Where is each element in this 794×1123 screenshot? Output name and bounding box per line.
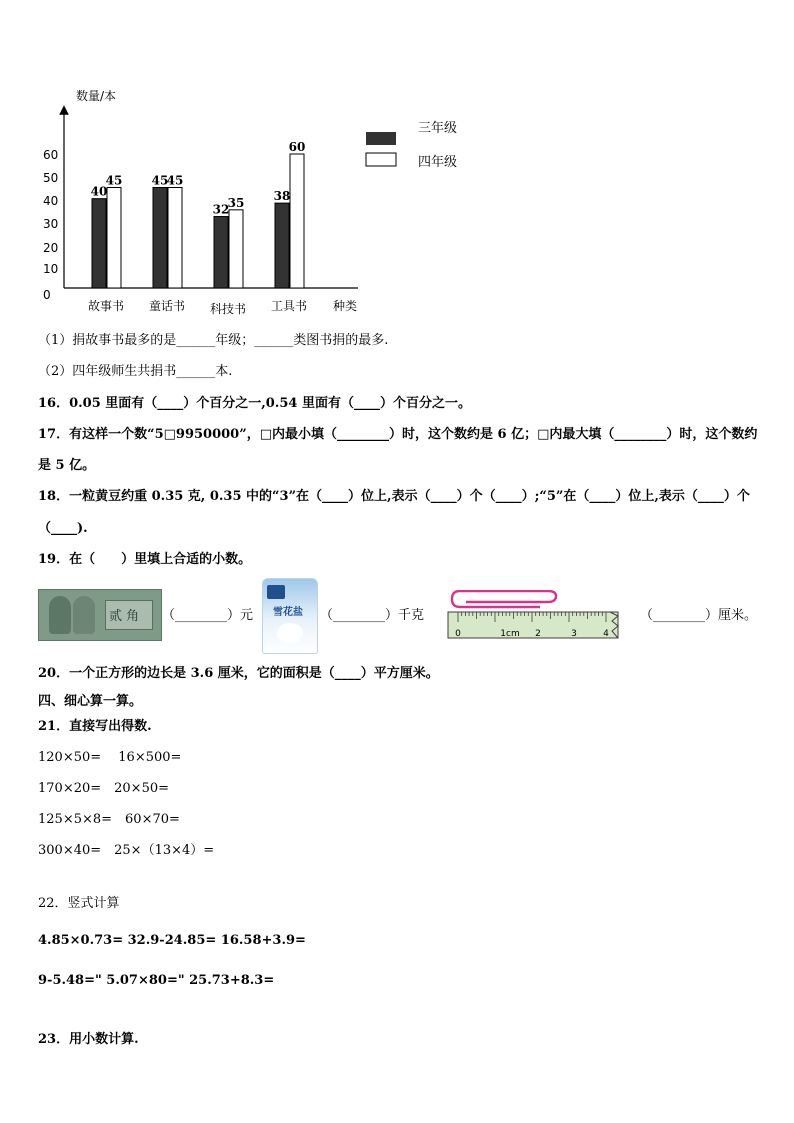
q15-part1: （1）捐故事书最多的是______年级；______类图书捐的最多. — [38, 333, 389, 348]
y-tick-label: 60 — [43, 148, 59, 162]
q17-line2: 是 5 亿。 — [38, 458, 96, 473]
ruler-label-3: 3 — [571, 629, 577, 639]
ruler-label-1: 1cm — [500, 629, 520, 639]
y-tick-label: 0 — [43, 288, 51, 302]
q21-row2: 170×20= 20×50= — [38, 781, 170, 796]
bar-grade3-0 — [92, 199, 106, 288]
q20: 20．一个正方形的边长是 3.6 厘米，它的面积是（____）平方厘米。 — [38, 666, 439, 681]
q18-line1: 18．一粒黄豆约重 0.35 克, 0.35 中的“3”在（____）位上,表示（____）个（____）;“5”在（____）位上,表示（____）个 — [38, 489, 750, 504]
q17-line1: 17．有这样一个数“5□9950000”，□内最小填（________）时，这个数约是 6 亿；□内最大填（________）时，这个数约 — [38, 427, 758, 442]
bar-value-label: 45 — [105, 173, 123, 188]
bar-grade3-1 — [153, 188, 167, 289]
bar-value-label: 38 — [273, 189, 291, 204]
x-category-label: 科技书 — [209, 302, 247, 316]
q22: 22．竖式计算 — [38, 896, 120, 911]
x-category-label: 童话书 — [148, 299, 186, 313]
q19-blank-yuan: （________）元 — [162, 608, 254, 623]
x-axis-label: 种类 — [333, 299, 358, 313]
q21-row1: 120×50= 16×500= — [38, 750, 182, 765]
bar-grade3-3 — [275, 203, 289, 288]
legend-swatch-grade4 — [366, 153, 396, 166]
ruler-label-2: 2 — [535, 629, 541, 639]
bar-grade3-2 — [214, 217, 228, 288]
y-axis-label: 数量/本 — [76, 89, 117, 103]
ruler-body — [448, 612, 618, 638]
book-donation-bar-chart — [0, 0, 794, 330]
bar-value-label: 45 — [166, 173, 184, 188]
section-4-heading: 四、细心算一算。 — [38, 694, 143, 709]
q19-blank-cm: （________）厘米。 — [640, 608, 758, 623]
legend-label-grade4: 四年级 — [418, 155, 458, 170]
y-tick-label: 40 — [43, 194, 59, 208]
q22-row1: 4.85×0.73= 32.9-24.85= 16.58+3.9= — [38, 933, 306, 948]
q21-row4: 300×40= 25×（13×4）= — [38, 843, 215, 858]
banknote-image — [38, 589, 162, 641]
x-category-label: 故事书 — [87, 299, 125, 313]
q22-row2: 9-5.48=" 5.07×80=" 25.73+8.3= — [38, 973, 275, 988]
q21: 21．直接写出得数. — [38, 719, 152, 734]
x-category-label: 工具书 — [270, 299, 308, 313]
q21-row3: 125×5×8= 60×70= — [38, 812, 180, 827]
bar-grade4-1 — [168, 188, 182, 289]
y-tick-label: 30 — [43, 217, 59, 231]
legend-swatch-grade3 — [366, 132, 396, 145]
y-tick-label: 50 — [43, 171, 59, 185]
bar-grade4-0 — [107, 188, 121, 289]
salt-bag-label: 雪花盐 — [273, 607, 303, 618]
bar-grade4-3 — [290, 154, 304, 288]
bar-value-label: 40 — [90, 184, 108, 199]
legend-label-grade3: 三年级 — [418, 121, 458, 136]
bar-grade4-2 — [229, 210, 243, 288]
y-tick-label: 10 — [43, 262, 59, 276]
q16: 16．0.05 里面有（____）个百分之一,0.54 里面有（____）个百分之一。 — [38, 396, 471, 411]
bar-value-label: 60 — [288, 140, 306, 154]
q23: 23．用小数计算. — [38, 1032, 139, 1047]
ruler-with-paperclip-image — [440, 590, 626, 642]
y-tick-label: 20 — [43, 241, 59, 255]
q18-line2: （____). — [38, 521, 88, 536]
bar-value-label: 32 — [212, 202, 230, 217]
bar-value-label: 45 — [151, 173, 169, 188]
ruler-label-0: 0 — [455, 629, 461, 639]
legend — [366, 120, 457, 170]
q19-blank-kg: （________）千克 — [320, 608, 425, 623]
banknote-denomination: 贰 角 — [109, 609, 140, 624]
paperclip-icon — [452, 591, 556, 607]
ruler-label-4: 4 — [603, 629, 609, 639]
bar-value-label: 35 — [227, 195, 245, 210]
q19: 19．在（ ）里填上合适的小数。 — [38, 552, 252, 567]
q15-part2: （2）四年级师生共捐书______本. — [38, 364, 233, 379]
salt-bag-image — [262, 578, 318, 654]
